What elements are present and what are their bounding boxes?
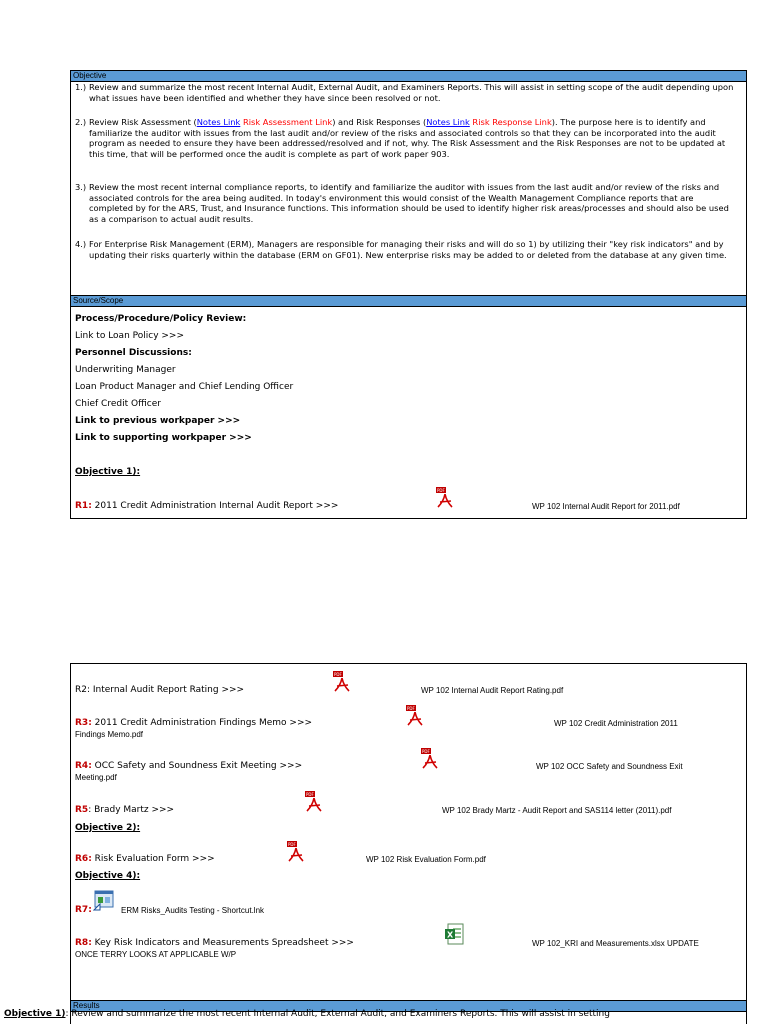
r6-file-name[interactable]: WP 102 Risk Evaluation Form.pdf (366, 855, 486, 864)
risk-response-link[interactable]: Risk Response Link (469, 117, 552, 127)
risk-assessment-link[interactable]: Risk Assessment Link (240, 117, 333, 127)
supporting-workpaper-link[interactable]: Link to supporting workpaper >>> (75, 433, 252, 443)
r7-row: R7: (75, 905, 92, 915)
r8-link[interactable]: Key Risk Indicators and Measurements Spreadsheet >>> (91, 938, 354, 948)
r7-file-name[interactable]: ERM Risks_Audits Testing - Shortcut.lnk (121, 906, 265, 915)
r1-row: R1: 2011 Credit Administration Internal Audit Report >>> (75, 501, 339, 511)
personnel-loan-product-manager: Loan Product Manager and Chief Lending Officer (75, 382, 294, 392)
excel-file-icon[interactable] (444, 923, 466, 945)
r8-file-name-line2[interactable]: ONCE TERRY LOOKS AT APPLICABLE W/P (75, 950, 237, 959)
results-header: Results (71, 1001, 746, 1012)
personnel-underwriting-manager: Underwriting Manager (75, 365, 176, 375)
r4-row: R4: OCC Safety and Soundness Exit Meeting >>> Meeting.pdf (75, 761, 303, 782)
svg-text:PDF: PDF (422, 749, 430, 754)
svg-text:PDF: PDF (407, 706, 415, 711)
r3-file-name[interactable]: WP 102 Credit Administration 2011 (554, 719, 678, 728)
pdf-file-icon[interactable] (421, 748, 439, 770)
objective-1-label: Objective 1): (75, 467, 141, 477)
r6-row: R6: Risk Evaluation Form >>> (75, 854, 215, 864)
process-review-heading: Process/Procedure/Policy Review: (75, 314, 247, 324)
pdf-file-icon[interactable] (333, 671, 351, 693)
objective-scope-box (70, 70, 747, 519)
r1-link[interactable]: 2011 Credit Administration Internal Audit Report >>> (91, 501, 339, 511)
objective-4-label: Objective 4): (75, 871, 141, 881)
svg-text:PDF: PDF (437, 488, 445, 493)
notes-link-2[interactable]: Notes Link (426, 117, 470, 127)
objective-4-item: 4.) For Enterprise Risk Management (ERM), Managers are responsible for managing their risks and will do so 1) by utilizing their "key risk indicators" and by updating their risks quarterly within the database (ERM on GF01). New enterprise risks may be added to or deleted from the database at any given time. (75, 239, 727, 260)
pdf-file-icon[interactable] (436, 487, 454, 509)
personnel-chief-credit-officer: Chief Credit Officer (75, 399, 161, 409)
references-results-box (70, 663, 747, 1024)
shortcut-file-icon[interactable] (93, 889, 115, 911)
svg-text:PDF: PDF (334, 672, 342, 677)
objective-header: Objective (71, 71, 746, 82)
r5-row: R5: Brady Martz >>> (75, 805, 175, 815)
previous-workpaper-link[interactable]: Link to previous workpaper >>> (75, 416, 241, 426)
objective-1-item: 1.) Review and summarize the most recent Internal Audit, External Audit, and Examiners Reports. This will assist in setting scope of the audit depending upon what issues have been identified and whether they have since been resolved or not. (75, 82, 734, 103)
r4-link[interactable]: OCC Safety and Soundness Exit Meeting >>> (91, 761, 303, 771)
source-scope-header: Source/Scope (71, 296, 746, 307)
objective-2-label: Objective 2): (75, 823, 141, 833)
r3-file-name-line2[interactable]: Findings Memo.pdf (75, 730, 144, 739)
notes-link-1[interactable]: Notes Link (196, 117, 241, 127)
pdf-file-icon[interactable] (287, 841, 305, 863)
r3-row: R3: 2011 Credit Administration Findings Memo >>> Findings Memo.pdf (75, 718, 313, 739)
r8-file-name[interactable]: WP 102_KRI and Measurements.xlsx UPDATE (532, 939, 699, 948)
r2-link[interactable]: R2: Internal Audit Report Rating >>> (75, 685, 245, 695)
objective-3-item: 3.) Review the most recent internal compliance reports, to identify and familiarize the auditor with issues from the last audit and/or review of the risks and associated controls for the area being audited. In today's environment this would consist of the Wealth Management Compliance reports that are completed by for the ARS, Trust, and Insurance functions. This information should be used to identify higher risk areas/processes and should also be used as a comparison to actual audit results. (75, 182, 729, 224)
r3-link[interactable]: 2011 Credit Administration Findings Memo >>> (91, 718, 313, 728)
loan-policy-link[interactable]: Link to Loan Policy >>> (75, 331, 185, 341)
svg-text:PDF: PDF (306, 792, 314, 797)
r6-link[interactable]: Risk Evaluation Form >>> (91, 854, 215, 864)
personnel-heading: Personnel Discussions: (75, 348, 192, 358)
r1-file-name[interactable]: WP 102 Internal Audit Report for 2011.pdf (532, 502, 680, 511)
r8-row: R8: Key Risk Indicators and Measurements Spreadsheet >>> ONCE TERRY LOOKS AT APPLICABLE W/P (75, 938, 354, 959)
r2-file-name[interactable]: WP 102 Internal Audit Report Rating.pdf (421, 686, 564, 695)
r4-file-name[interactable]: WP 102 OCC Safety and Soundness Exit (536, 762, 683, 771)
pdf-file-icon[interactable] (406, 705, 424, 727)
objective-2-item: 2.) Review Risk Assessment (Notes Link Risk Assessment Link) and Risk Responses (Notes Link Risk Response Link). The purpose here is to identify and familiarize the auditor with issues from the last audit and/or review of the risks and associated controls so that they can be incorporated into the audit program as needed to ensure they have been addressed/resolved and if not, why. The Risk Assessment and the Risk Responses are not to be updated at this time, that will be performed once the audit is complete as part of work paper 903. (75, 117, 726, 159)
r5-file-name[interactable]: WP 102 Brady Martz - Audit Report and SAS114 letter (2011).pdf (442, 806, 672, 815)
svg-text:X: X (447, 930, 454, 940)
pdf-file-icon[interactable] (305, 791, 323, 813)
svg-text:PDF: PDF (288, 842, 296, 847)
r5-link[interactable]: : Brady Martz >>> (88, 805, 175, 815)
results-objective-1: Objective 1): Review and summarize the most recent Internal Audit, External Audit, and Examiners Reports. This will assist in setting (4, 1009, 610, 1019)
r4-file-name-line2[interactable]: Meeting.pdf (75, 773, 117, 782)
